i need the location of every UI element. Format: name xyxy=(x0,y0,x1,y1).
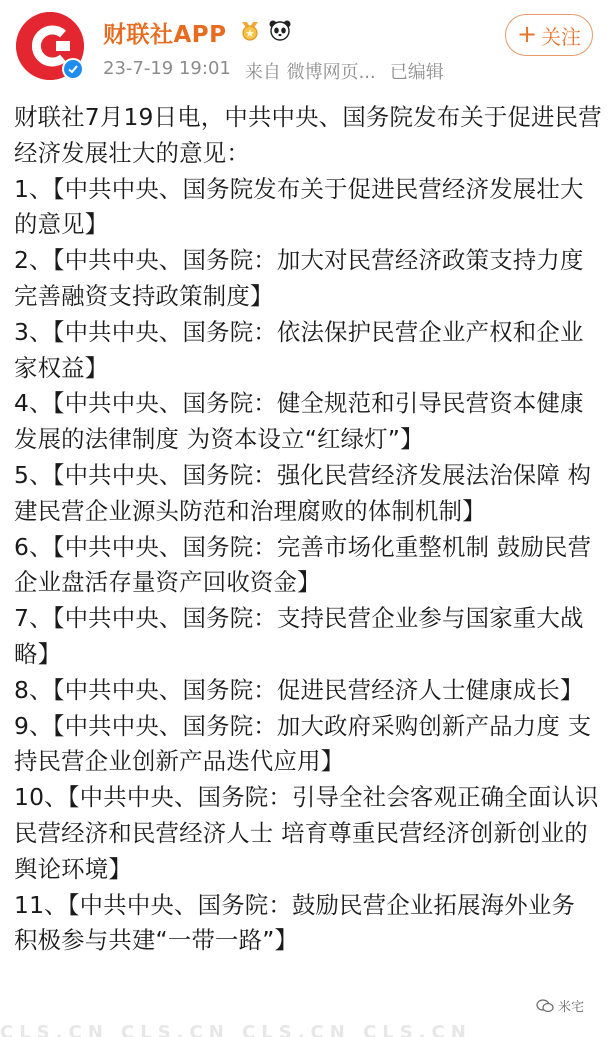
list-item: 11、【中共中央、国务院：鼓励民营企业拓展海外业务 积极参与共建“一带一路”】 xyxy=(14,890,576,955)
list-item: 1、【中共中央、国务院发布关于促进民营经济发展壮大的意见】 xyxy=(14,174,584,239)
post-header xyxy=(0,0,613,96)
list-item: 7、【中共中央、国务院：支持民营企业参与国家重大战略】 xyxy=(14,604,584,668)
list-item: 3、【中共中央、国务院：依法保护民营企业产权和企业家权益】 xyxy=(14,317,584,382)
list-item: 6、【中共中央、国务院：完善市场化重整机制 鼓励民营企业盘活存量资产回收资金】 xyxy=(14,532,592,597)
list-item: 10、【中共中央、国务院：引导全社会客观正确全面认识民营经济和民营经济人士 培育尊重民营经济创新创业的舆论环境】 xyxy=(14,783,599,883)
wechat-icon xyxy=(536,999,554,1013)
list-item: 4、【中共中央、国务院：健全规范和引导民营资本健康发展的法律制度 为资本设立“红绿灯”】 xyxy=(14,389,584,454)
follow-button[interactable] xyxy=(505,14,593,56)
list-item: 5、【中共中央、国务院：强化民营经济发展法治保障 构建民营企业源头防范和治理腐败的体制机制】 xyxy=(14,460,592,525)
follow-label: 关注 xyxy=(541,24,582,49)
list-item: 9、【中共中央、国务院：加大政府采购创新产品力度 支持民营企业创新产品迭代应用】 xyxy=(14,711,592,776)
post-source[interactable]: 来自 微博网页... xyxy=(244,62,376,83)
post-meta xyxy=(103,58,444,84)
verified-icon xyxy=(62,58,84,80)
post-date: 23-7-19 19:01 xyxy=(103,58,231,79)
username[interactable]: 财联社APP xyxy=(103,22,227,48)
user-badges xyxy=(238,17,292,43)
list-item: 8、【中共中央、国务院：促进民营经济人士健康成长】 xyxy=(14,675,584,704)
list-item: 2、【中共中央、国务院：加大对民营经济政策支持力度 完善融资支持政策制度】 xyxy=(14,246,584,310)
brand-mark xyxy=(536,996,584,1015)
watermark-text: CLS.CN CLS.CN CLS.CN CLS.CN xyxy=(0,1022,472,1037)
panda-icon xyxy=(268,18,292,42)
brand-name: 米宅 xyxy=(558,1000,585,1015)
medal-icon xyxy=(238,18,262,42)
post-intro: 财联社7月19日电，中共中央、国务院发布关于促进民营经济发展壮大的意见： xyxy=(14,103,602,167)
post-content xyxy=(14,100,602,959)
plus-icon: + xyxy=(516,20,538,48)
edited-label[interactable]: 已编辑 xyxy=(389,62,444,83)
